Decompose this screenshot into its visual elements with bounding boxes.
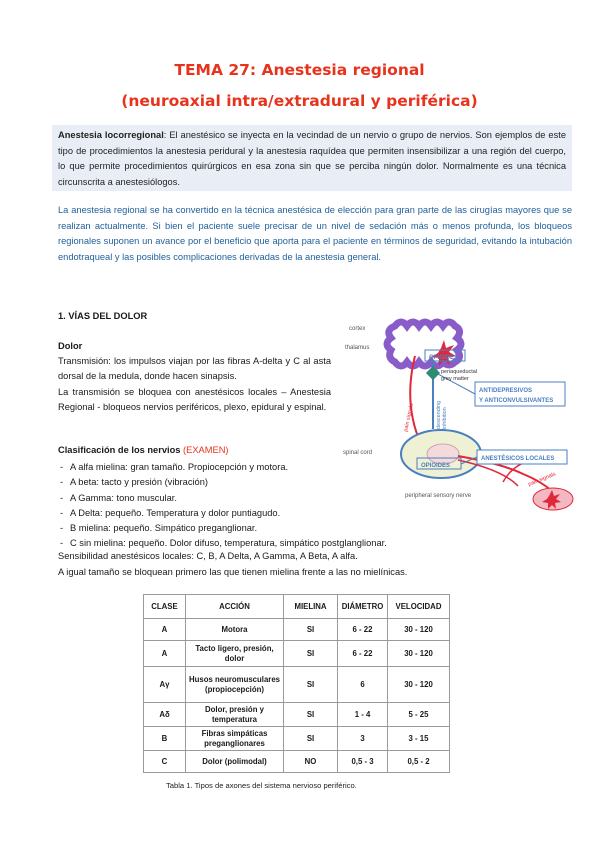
exam-tag: (EXAMEN) xyxy=(183,445,229,455)
axon-table xyxy=(143,594,450,773)
table-row: A Tacto ligero, presión, dolor SI 6 - 22 30 - 120 xyxy=(144,641,450,667)
peripheral-nerve-label: peripheral sensory nerve xyxy=(405,493,472,499)
list-item: - A alfa mielina: gran tamaño. Propiocepción y motora. xyxy=(58,460,387,475)
table-row: Aδ Dolor, presión y temperatura SI 1 - 4 5 - 25 xyxy=(144,703,450,727)
table-header: ACCIÓN xyxy=(186,595,284,619)
sensitivity-line: Sensibilidad anestésicos locales: C, B, A Delta, A Gamma, A Beta, A alfa. xyxy=(58,551,358,561)
table-row: Aγ Husos neuromusculares (propiocepción) SI 6 30 - 120 xyxy=(144,667,450,703)
descending-label: descending xyxy=(436,400,442,429)
definition-term: Anestesia locorregional xyxy=(58,130,164,140)
antidepresivos-label: ANTIDEPRESIVOS xyxy=(479,388,533,394)
table-header-row xyxy=(144,595,450,619)
size-note-line: A igual tamaño se bloquean primero las que tienen mielina frente a las no mielínicas. xyxy=(58,567,408,577)
thalamus-label: thalamus xyxy=(345,345,370,351)
list-item: - B mielina: pequeño. Simpático preganglionar. xyxy=(58,521,387,536)
opioides-top-label: OPIOIDES xyxy=(429,355,459,361)
section-heading: 1. VÍAS DEL DOLOR xyxy=(58,311,148,321)
classification-heading: Clasificación de los nervios (EXAMEN) xyxy=(58,445,229,455)
list-item: - A Delta: pequeño. Temperatura y dolor puntiagudo. xyxy=(58,506,387,521)
cortex-label: cortex xyxy=(349,326,366,332)
table-header: MIELINA xyxy=(284,595,338,619)
inhibition-label: inhibition xyxy=(442,407,448,429)
periaqueductal-label: periaqueductal xyxy=(441,369,478,375)
table-row: A Motora SI 6 - 22 30 - 120 xyxy=(144,619,450,641)
pain-pathway-diagram xyxy=(333,314,585,514)
table-caption: Tabla 1. Tipos de axones del sistema nervioso periférico. xyxy=(166,781,357,790)
pain-signals-2-label: pain signals xyxy=(527,471,557,488)
table-header: CLASE xyxy=(144,595,186,619)
table-header: DIÁMETRO xyxy=(338,595,388,619)
page-subtitle: (neuroaxial intra/extradural y periférica) xyxy=(121,92,478,110)
anestesicos-label: ANESTÉSICOS LOCALES xyxy=(481,456,555,462)
page-title: TEMA 27: Anestesia regional xyxy=(174,61,425,79)
subsection-heading: Dolor xyxy=(58,341,83,351)
table-row: C Dolor (polimodal) NO 0,5 - 3 0,5 - 2 xyxy=(144,751,450,773)
grey-matter-label: grey matter xyxy=(441,376,469,382)
transmission-paragraph: Transmisión: los impulsos viajan por las fibras A-delta y C al asta dorsal de la medula, donde hacen sinapsis. xyxy=(58,356,331,382)
definition-text: : El anestésico se inyecta en la vecindad de un nervio o grupo de nervios. Son ejemplos de este tipo de procedimientos la anestesia peridural y la anestesia raquídea que permiten insensibilizar a una región del cuerpo, lo que permite procedimientos quirúrgicos en esa zona sin que se perciba ningún dolor. Normalmente es una técnica circunscrita a anestesiólogos. xyxy=(58,130,566,187)
list-item: - A Gamma: tono muscular. xyxy=(58,491,387,506)
list-item: - A beta: tacto y presión (vibración) xyxy=(58,475,387,490)
intro-paragraph: La anestesia regional se ha convertido en la técnica anestésica de elección para gran parte de las cirugías mayores que se realizan actualmente. Si bien el paciente suele precisar de un nivel de sedación más o menos profunda, los bloqueos regionales suponen un avance por el beneficio que aporta para el paciente en términos de seguridad, evitando la intubación endotraqueal y las posibles complicaciones derivadas de la anestesia general. xyxy=(58,205,572,262)
anticonvulsivantes-label: Y ANTICONVULSIVANTES xyxy=(479,398,554,404)
spinal-cord-label: spinal cord xyxy=(343,450,373,456)
pain-signals-label: pain signals xyxy=(403,402,415,433)
block-paragraph: La transmisión se bloquea con anestésicos locales – Anestesia Regional - bloqueos nervios periféricos, plexo, epidural y espinal. xyxy=(58,387,331,413)
table-row: B Fibras simpáticas preganglionares SI 3 3 - 15 xyxy=(144,727,450,751)
list-item: - C sin mielina: pequeño. Dolor difuso, temperatura, simpático postglanglionar. xyxy=(58,536,387,551)
table-header: VELOCIDAD xyxy=(388,595,450,619)
definition-box xyxy=(52,125,572,191)
opioides-bottom-label: OPIOIDES xyxy=(421,463,451,469)
